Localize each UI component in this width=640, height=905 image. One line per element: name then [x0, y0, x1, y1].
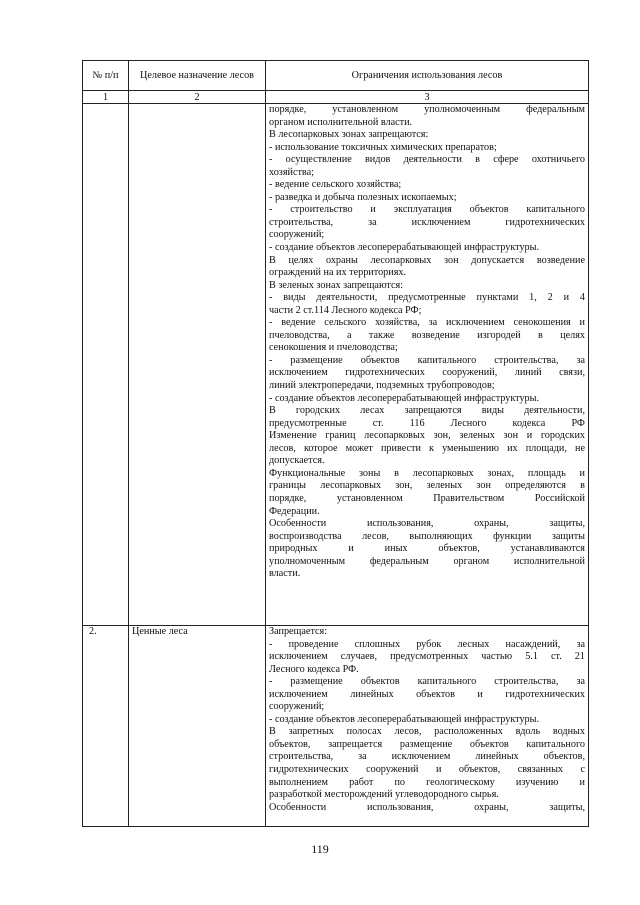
text-line: сенокошения и пчеловодства; [269, 342, 398, 354]
text-line: объектов, запрещается размещение объектов капитального [269, 738, 585, 750]
column-number: 3 [266, 91, 589, 104]
text-line: Федерации. [269, 505, 320, 517]
header-row [83, 61, 589, 91]
column-numbers-row [83, 91, 589, 104]
text-line: - размещение объектов капитального строительства, за [269, 354, 585, 366]
text-line: гидротехнических сооружений и объектов, связанных с [269, 764, 585, 776]
text-line: сооружений; [269, 229, 325, 241]
text-line: - использование токсичных химических препаратов; [269, 141, 497, 153]
header-purpose: Целевое назначение лесов [129, 61, 266, 91]
text-line: уполномоченным федеральным органом исполнительной [269, 555, 585, 567]
text-line: сооружений; [269, 701, 325, 713]
text-line: Изменение границ лесопарковых зон, зеленых зон и городских [269, 430, 585, 442]
text-line: Запрещается: [269, 626, 328, 637]
text-line: - размещение объектов капитального строительства, за [269, 676, 585, 688]
text-line: В запретных полосах лесов, расположенных вдоль водных [269, 726, 585, 738]
text-line: выполнением работ по геологическому изучению и [269, 776, 585, 788]
row-number [83, 104, 129, 626]
row-purpose [129, 104, 266, 626]
text-line: пчеловодства, а также возведение изгородей в целях [269, 329, 585, 341]
text-line: части 2 ст.114 Лесного кодекса РФ; [269, 304, 422, 316]
column-number: 2 [129, 91, 266, 104]
text-line: Лесного кодекса РФ. [269, 663, 359, 675]
page-number: 119 [311, 842, 329, 856]
text-line: исключением случаев, предусмотренных частью 5.1 ст. 21 [269, 651, 585, 663]
text-line: органом исполнительной власти. [269, 116, 413, 128]
row-restrictions [266, 104, 589, 626]
text-line: исключением линейных объектов и гидротехнических [269, 688, 585, 700]
forest-restrictions-table [82, 60, 589, 827]
text-line: исключением гидротехнических сооружений, линий связи, [269, 367, 585, 379]
text-line: предусмотренные ст. 116 Лесного кодекса РФ [269, 417, 585, 429]
text-line: - проведение сплошных рубок лесных насаждений, за [269, 638, 585, 650]
text-line: порядке, установленном Правительством Российской [269, 492, 585, 504]
text-line: власти. [269, 568, 301, 580]
table-row [83, 104, 589, 626]
text-line: - создание объектов лесоперерабатывающей инфраструктуры. [269, 713, 540, 725]
text-line: - ведение сельского хозяйства, за исключением сенокошения и [269, 317, 585, 329]
text-line: ограждений на их территориях. [269, 267, 407, 279]
column-number: 1 [83, 91, 129, 104]
text-line: строительства, за исключением гидротехнических [269, 216, 585, 228]
text-line: Особенности использования, охраны, защиты, [269, 801, 585, 813]
text-line: линий электропередачи, подземных трубопроводов; [269, 380, 495, 392]
row-number: 2. [83, 626, 129, 827]
text-line: строительства, за исключением линейных объектов, [269, 751, 585, 763]
text-line: природных и иных объектов, устанавливаются [269, 543, 585, 555]
text-line: - создание объектов лесоперерабатывающей инфраструктуры. [269, 242, 540, 254]
text-line: - создание объектов лесоперерабатывающей инфраструктуры. [269, 392, 540, 404]
text-line: Особенности использования, охраны, защиты, [269, 518, 585, 530]
header-num: № п/п [83, 61, 129, 91]
text-line: - ведение сельского хозяйства; [269, 179, 402, 191]
text-line: допускается. [269, 455, 325, 467]
text-line: хозяйства; [269, 166, 314, 178]
text-line: порядке, установленном уполномоченным федеральным [269, 104, 585, 115]
text-line: границы лесопарковых зон, зеленых зон определяются в [269, 480, 585, 492]
table-row [83, 626, 589, 827]
text-line: - виды деятельности, предусмотренные пунктами 1, 2 и 4 [269, 292, 585, 304]
text-line: В зеленых зонах запрещаются: [269, 279, 404, 291]
text-line: лесов, которое может привести к уменьшению их площади, не [269, 442, 585, 454]
text-line: В целях охраны лесопарковых зон допускается возведение [269, 254, 585, 266]
row-restrictions [266, 626, 589, 827]
text-line: разработкой месторождений углеводородного сырья. [269, 789, 499, 801]
text-line: - осуществление видов деятельности в сфере охотничьего [269, 154, 585, 166]
text-line: В лесопарковых зонах запрещаются: [269, 129, 429, 141]
header-restrictions: Ограничения использования лесов [266, 61, 589, 91]
text-line: воспроизводства лесов, выполняющих функции защиты [269, 530, 585, 542]
row-purpose: Ценные леса [129, 626, 266, 827]
text-line: Функциональные зоны в лесопарковых зонах, площадь и [269, 467, 585, 479]
text-line: - разведка и добыча полезных ископаемых; [269, 191, 457, 203]
text-line: - строительство и эксплуатация объектов капитального [269, 204, 585, 216]
text-line: В городских лесах запрещаются виды деятельности, [269, 405, 585, 417]
